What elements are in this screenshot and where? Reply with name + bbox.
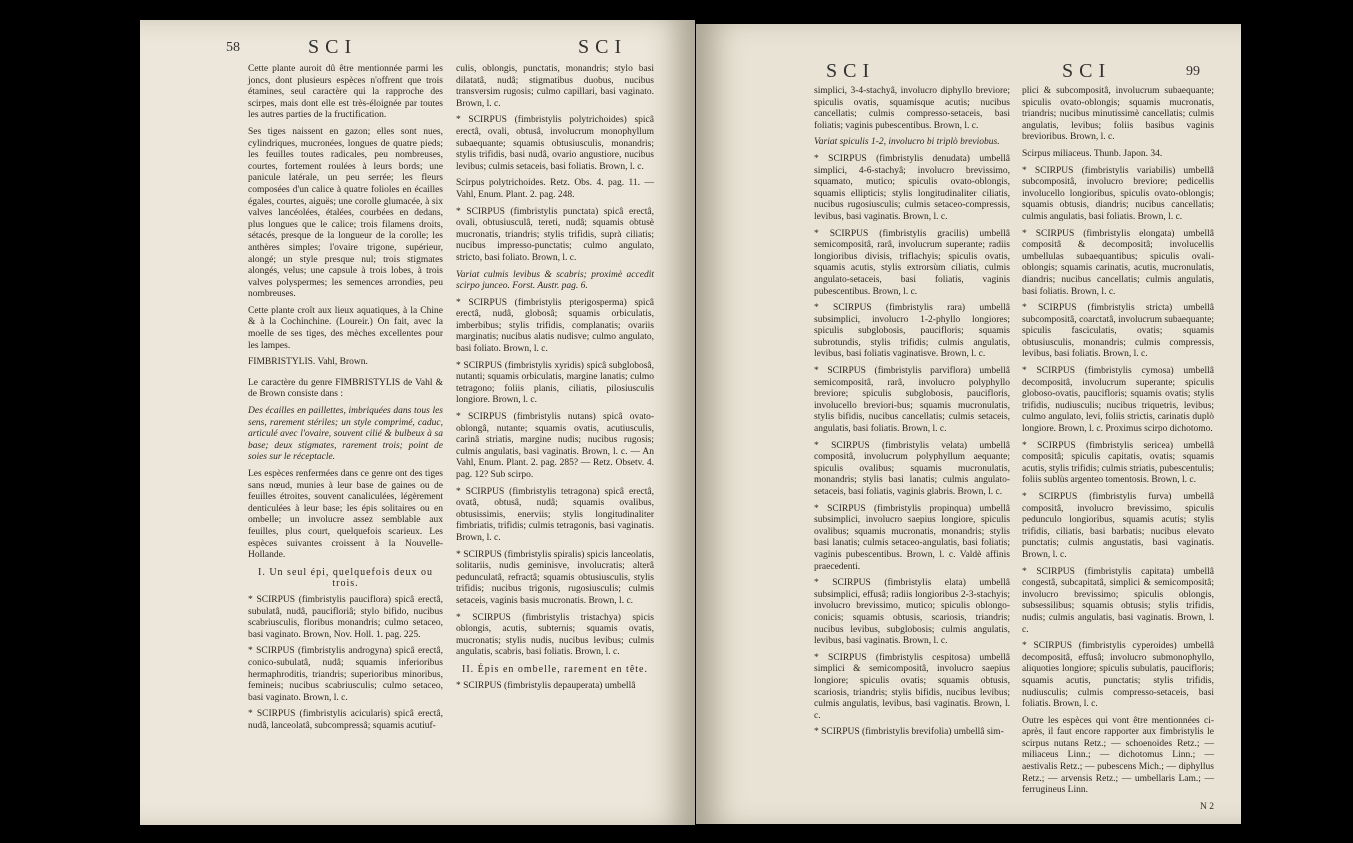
right-page bbox=[696, 24, 1241, 824]
species-entry: * SCIRPUS (fimbristylis acicularis) spicâ erectâ, nudâ, lanceolatâ, subcompressâ; squamis acutiuf- bbox=[248, 709, 443, 731]
signature-mark: N 2 bbox=[1200, 801, 1214, 812]
species-entry: * SCIRPUS (fimbristylis pauciflora) spicâ erectâ, subulatâ, nudâ, paucifloriâ; stylo bifido, nucibus scabriusculis, floribus monandris; culmo setaceo, basi vaginato. Brown, Nov. Holl. 1. pag. 225. bbox=[248, 594, 443, 640]
paragraph: Des écailles en paillettes, imbriquées dans tous les sens, rarement stériles; un style comprimé, caduc, articulé avec l'ovaire, souvent cilié & bulbeux à sa base; deux stigmates, rarement trois; point de soies sur le réceptacle. bbox=[248, 406, 443, 463]
species-entry: simplici, 3-4-stachyâ, involucro diphyllo breviore; spiculis ovatis, squamisque acutis; nucibus cancellatis; culmis compresso-setaceis, basi foliatis; vaginis pubescentibus. Brown, l. c. bbox=[814, 86, 1010, 131]
species-entry: plici & subcompositâ, involucrum subaequante; spiculis ovato-oblongis; squamis mucronatis, triandris; nucibus minutissimè cancellatis; culmis angulatis, levibus; foliis basibus vaginis brevioribus. Brown, l. c. bbox=[1022, 86, 1214, 143]
species-entry: * SCIRPUS (fimbristylis depauperata) umbellâ bbox=[456, 680, 636, 691]
species-entry: * SCIRPUS (fimbristylis stricta) umbellâ subcompositâ, coarctatâ, involucrum subaequante; spiculis fasciculatis, ovatis; squamis obtusiusculis, monandris; culmis compressis, levibus, basi foliatis. Brown, l. c. bbox=[1022, 303, 1214, 360]
synonym: Scirpus polytrichoides. Retz. Obs. 4. pag. 11. — Vahl, Enum. Plant. 2. pag. 248. bbox=[456, 178, 654, 200]
running-header-col2: SCI bbox=[578, 36, 628, 58]
page-number: 58 bbox=[226, 40, 240, 55]
species-entry: culis, oblongis, punctatis, monandris; stylo basi dilatatâ, nudâ; stigmatibus duobus, nucibus transversim rugosis; culmo capillari, basi vaginato. Brown, l. c. bbox=[456, 64, 654, 109]
species-entry: * SCIRPUS (fimbristylis spiralis) spicis lanceolatis, solitariis, nudis geminisve, involucratis; alterâ pedunculatâ, refractâ; squamis obtusiusculis, stylis trifidis; nucibus trigonis, rugosiusculis; culmis setaceis, vaginis basis mucronatis. Brown, l. c. bbox=[456, 549, 654, 606]
paragraph: Cette plante auroit dû être mentionnée parmi les joncs, dont plusieurs espèces n'offrent que trois étamines, seul caractère qui la rapproche des scirpes, mais dont elle est très-éloignée par toutes les autres parties de la fructification. bbox=[248, 64, 443, 121]
species-entry: * SCIRPUS (fimbristylis sericea) umbellâ compositâ; spiculis capitatis, ovatis; squamis acutis, stylis trifidis; culmis striatis, pubescentulis; foliis sublùs argenteo tomentosis. Brown, l. c. bbox=[1022, 440, 1214, 486]
species-entry: * SCIRPUS (fimbristylis cymosa) umbellâ decompositâ, involucrum superante; spiculis globoso-ovatis, paucifloris; squamis ovatis; stylis trifidis, nudiusculis; nucibus triquetris, levibus; culmo angulato, levi, foliis strictis, carinatis duplò longiore. Brown, l. c. Proximus scirpo dichotomo. bbox=[1022, 366, 1214, 435]
species-entry: * SCIRPUS (fimbristylis cyperoides) umbellâ decompositâ, effusâ; involucro submonophyllo, aliquoties longiore; spiculis subulatis, paucifloris; squamis acutis, punctatis; stylis trifidis, nudiusculis; culmis compresso-setaceis, basi foliatis. Brown, l. c. bbox=[1022, 641, 1214, 710]
species-entry: * SCIRPUS (fimbristylis velata) umbellâ compositâ, involucrum polyphyllum aequante; spiculis ovalibus; squamis mucronulatis, monandris; stylis basi lanatis; culmis angulato-setaceis, basi foliatis, vaginis glabris. Brown, l. c. bbox=[814, 440, 1010, 497]
species-entry: * SCIRPUS (fimbristylis cespitosa) umbellâ simplici & semicompositâ, involucro saepius longiore; spiculis ovatis; squamis obtusis, scariosis, triandris; stylis bifidis, nucibus levibus; culmis angulatis, levibus, basi vaginatis. Brown, l. c. bbox=[814, 652, 1010, 721]
genus-heading: FIMBRISTYLIS. Vahl, Brown. bbox=[248, 357, 368, 368]
paragraph: Outre les espèces qui vont être mentionnées ci-après, il faut encore rapporter aux fimbristylis le scirpus nutans Retz.; — schoenoides Retz.; — miliaceus Linn.; — dichotomus Linn.; — aestivalis Retz.; — pubescens Mich.; — diphyllus Retz.; — arvensis Retz.; — umbellaris Lam.; — ferrugineus Linn. bbox=[1022, 715, 1214, 796]
species-entry: * SCIRPUS (fimbristylis elata) umbellâ subsimplici, effusâ; radiis longioribus 2-3-stachyis; involucro brevissimo, mutico; spiculis oblongo-conicis; squamis obtusis, scariosis, triandris; nucibus levibus, subglobosis; culmis angulatis, levibus, basi vaginatis. Brown, l. c. bbox=[814, 578, 1010, 647]
species-entry: * SCIRPUS (fimbristylis gracilis) umbellâ semicompositâ, rarâ, involucrum superante; radiis longioribus divisis, triflachyis; spiculis ovatis, squamis acutis, stylis extrorsùm ciliatis, culmis angulato-setaceis, basi foliatis, vaginis pubescentibus. Brown, l. c. bbox=[814, 228, 1010, 297]
species-entry: * SCIRPUS (fimbristylis polytrichoides) spicâ erectâ, ovali, obtusâ, involucrum monophyllum subaequante; squamis obtusiusculis, monandris; stylis trifidis, basi nudâ, ovario angustiore, nucibus levibus; culmis setaceis, basi foliatis. Brown, l. c. bbox=[456, 115, 654, 172]
synonym: Scirpus miliaceus. Thunb. Japon. 34. bbox=[1022, 148, 1163, 159]
species-entry: * SCIRPUS (fimbristylis rara) umbellâ subsimplici, involucro 1-2-phyllo longiores; spiculis subglobosis, paucifloris; squamis subrotundis, stylis trifidis; culmis angulatis, levibus, basi foliatis vaginatisve. Brown, l. c. bbox=[814, 303, 1010, 360]
section-heading: II. Épis en ombelle, rarement en tête. bbox=[462, 663, 648, 675]
species-entry: * SCIRPUS (fimbristylis androgyna) spicâ erectâ, conico-subulatâ, nudâ; squamis inferioribus hermaphroditis, triandris; superioribus minoribus, femineis; nucibus scabriusculis; culmo setaceo, basi vaginato. Brown, l. c. bbox=[248, 646, 443, 703]
species-entry: * SCIRPUS (fimbristylis propinqua) umbellâ subsimplici, involucro saepius longiore, spiculis ovalibus; squamis mucronatis, monandris; stylis basi lanatis; culmis setaceo-angulatis, basi foliatis; vaginis pubescentibus. Brown, l. c. Valdè affinis praecedenti. bbox=[814, 503, 1010, 572]
paragraph: Cette plante croît aux lieux aquatiques, à la Chine & à la Cochinchine. (Loureir.) On fait, avec la moelle de ses tiges, des mèches excellentes pour les lampes. bbox=[248, 305, 443, 351]
species-entry: * SCIRPUS (fimbristylis furva) umbellâ compositâ, involucro brevissimo, spiculis pedunculo longioribus, squamis acutis; stylis trifidis, ciliatis, basi barbatis; nucibus elevato punctatis; culmis angustatis, basi vaginatis. Brown, l. c. bbox=[1022, 492, 1214, 560]
species-entry: * SCIRPUS (fimbristylis pterigosperma) spicâ erectâ, nudâ, globosâ; squamis orbiculatis, imberbibus; stylis trifidis, complanatis; ovariis marginatis; nucibus alatis nudisve; culmo angulato, basi foliato. Brown, l. c. bbox=[456, 297, 654, 355]
species-entry: * SCIRPUS (fimbristylis nutans) spicâ ovato-oblongâ, nutante; squamis ovatis, acutiusculis, carinâ striatis, margine nudis; nucibus rugosis; culmis angulatis, basi vaginatis. Brown, l. c. — An Vahl, Enum. Plant. 2. pag. 285? — Retz. Obsetv. 4. pag. 12? Sub scirpo. bbox=[456, 412, 654, 480]
species-entry: * SCIRPUS (fimbristylis xyridis) spicâ subglobosâ, nutanti; squamis orbiculatis, margine lanatis; culmo tetragono; foliis planis, ciliatis, pilosiusculis longiore. Brown, l. c. bbox=[456, 360, 654, 406]
paragraph: Les espèces renfermées dans ce genre ont des tiges sans nœud, munies à leur base de gaines ou de feuilles étroites, souvent canaliculées, légèrement denticulées à leur base; les épis solitaires ou en ombelle; un involucre assez semblable aux feuilles, plus court, quelquefois scarieux. Les espèces suivantes croissent à la Nouvelle-Hollande. bbox=[248, 469, 443, 561]
species-entry: * SCIRPUS (fimbristylis variabilis) umbellâ subcompositâ, involucro breviore; pedicellis involucello longioribus, spiculis ovato-oblongis; squamis obtusis, diandris; nucibus cancellatis; culmis angulatis, basi foliatis. Brown, l. c. bbox=[1022, 165, 1214, 222]
species-entry: * SCIRPUS (fimbristylis tetragona) spicâ erectâ, ovatâ, obtusâ, nudâ; squamis ovalibus, obtusissimis, enerviis; stylis longitudinaliter fimbriatis, trifidis; culmis tetragonis, basi vaginatis. Brown, l. c. bbox=[456, 486, 654, 543]
page-number: 99 bbox=[1186, 64, 1200, 79]
left-page bbox=[140, 20, 695, 825]
note: Variat culmis levibus & scabris; proximè accedit scirpo junceo. Forst. Austr. pag. 6. bbox=[456, 269, 654, 292]
species-entry: * SCIRPUS (fimbristylis parviflora) umbellâ semicompositâ, rarâ, involucro polyphyllo breviore; spiculis subglobosis, paucifloris, involucello breviori-bus; squamis mucronulatis, stylis bifidis, nucibus cancellatis; culmis setaceis, angulatis, basi foliatis. Brown, l. c. bbox=[814, 366, 1010, 435]
species-entry: * SCIRPUS (fimbristylis elongata) umbellâ compositâ & decompositâ; involucellis umbellulas subaequantibus; spiculis ovali-oblongis; squamis carinatis, acutis, mucronulatis, diandris; nucibus cancellatis; culmis angulatis, basi foliatis. Brown, l. c. bbox=[1022, 228, 1214, 297]
running-header: SCI bbox=[308, 36, 358, 58]
note: Variat spiculis 1-2, involucro bi triplò breviobus. bbox=[814, 137, 1000, 148]
species-entry: * SCIRPUS (fimbristylis punctata) spicâ erectâ, ovali, obtusiusculâ, tereti, nudâ; squamis obtusè mucronatis, triandris; stylis trifidis, suprà ciliatis; nucibus impresso-punctatis; culmo angulato, stricto, basi foliato. Brown, l. c. bbox=[456, 206, 654, 263]
right-column-1 bbox=[814, 86, 1010, 744]
left-column-2 bbox=[456, 64, 654, 697]
right-column-2 bbox=[1022, 86, 1214, 813]
species-entry: * SCIRPUS (fimbristylis capitata) umbellâ congestâ, subcapitatâ, simplici & semicompositâ; involucro brevissimo; spiculis oblongis, subsessilibus; squamis obtusis; stylis trifidis, nudis; culmis angulatis, basi vaginatis. Brown, l. c. bbox=[1022, 566, 1214, 635]
left-column-1 bbox=[248, 64, 443, 737]
species-entry: * SCIRPUS (fimbristylis denudata) umbellâ simplici, 4-6-stachyâ; involucro brevissimo, squamato, mutico; spiculis ovato-oblongis, squamis ellipticis; stylis longitudinaliter ciliatis, nucibus rugosiusculis; culmis setaceo-compressis, levibus, basi vaginatis. Brown, l. c. bbox=[814, 153, 1010, 222]
running-header: SCI bbox=[826, 60, 876, 82]
section-heading: I. Un seul épi, quelquefois deux ou trois. bbox=[258, 566, 433, 590]
species-entry: * SCIRPUS (fimbristylis brevifolia) umbellâ sim- bbox=[814, 727, 1004, 738]
running-header-col2: SCI bbox=[1062, 60, 1112, 82]
species-entry: * SCIRPUS (fimbristylis tristachya) spicis oblongis, acutis, subternis; squamis ovatis, mucronatis; stylis nudis, nucibus levibus; culmis angulatis, scabris, basi foliatis. Brown, l. c. bbox=[456, 612, 654, 658]
paragraph: Le caractère du genre FIMBRISTYLIS de Vahl & de Brown consiste dans : bbox=[248, 377, 443, 400]
paragraph: Ses tiges naissent en gazon; elles sont nues, cylindriques, mucronées, longues de quatre pieds; les feuilles toutes radicales, peu nombreuses, courtes, fortement roulées à leurs bords; une panicule latérale, un peu serrée; les fleurs composées d'un calice à quatre folioles en écailles égales, courtes, aiguës; une corolle glumacée, à six valves lancéolées, étalées, courbées en dedans, plus longues que le calice; trois filamens droits, sétacés, presque de la longueur de la corolle; les anthères simples; l'ovaire trigone, supérieur, alongé; un style presque nul; trois stigmates alongés, velus; une capsule à trois lobes, à trois valves polyspermes; les semences arrondies, peu nombreuses. bbox=[248, 126, 443, 300]
